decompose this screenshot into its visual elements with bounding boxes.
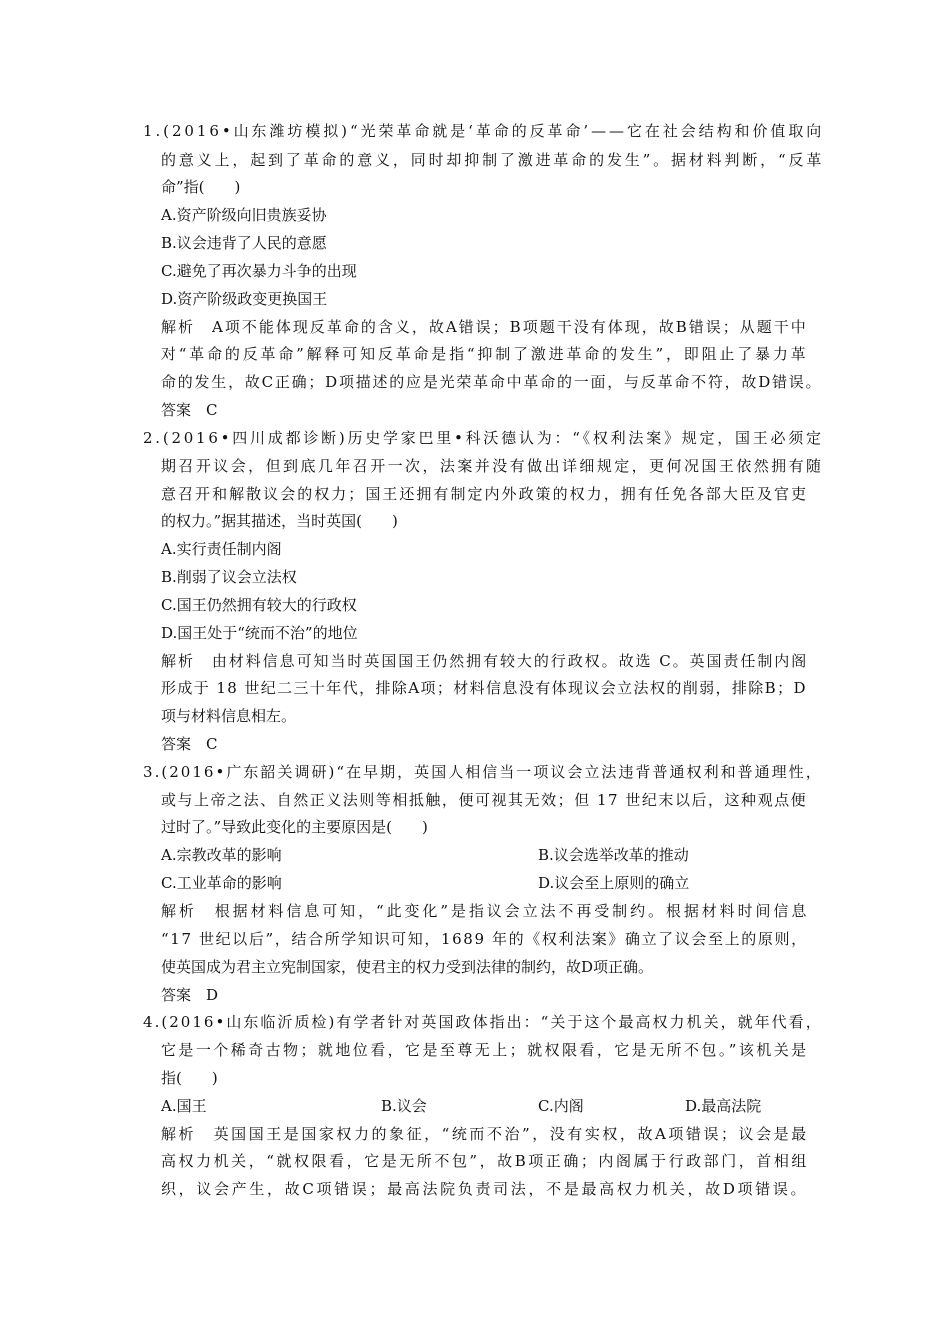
q1-stem-line-1: 1.(2016•山东潍坊模拟)“光荣革命就是‘革命的反革命’——它在社会结构和价值取向 xyxy=(143,122,825,140)
q3-option-d: D.议会至上原则的确立 xyxy=(538,874,690,892)
q2-stem-line-2: 期召开议会，但到底几年召开一次，法案并没有做出详细规定，更何况国王依然拥有随 xyxy=(161,457,824,475)
q3-option-a: A.宗教改革的影响 xyxy=(161,846,282,864)
q3-analysis-line-1: 解析 根据材料信息可知，“此变化”是指议会立法不再受制约。根据材料时间信息 xyxy=(161,902,810,920)
q4-option-c: C.内阁 xyxy=(538,1097,584,1115)
q3-stem-line-1: 3.(2016•广东韶关调研)“在早期，英国人相信当一项议会立法违背普通权利和普通理性， xyxy=(143,763,823,781)
q1-option-a: A.资产阶级向旧贵族妥协 xyxy=(161,206,327,224)
q4-stem-line-2: 它是一个稀奇古物；就地位看，它是至尊无上；就权限看，它是无所不包。”该机关是 xyxy=(161,1041,809,1059)
q2-answer: 答案 C xyxy=(161,735,218,753)
q4-analysis-line-3: 织，议会产生，故C项错误；最高法院负责司法，不是最高权力机关，故D项错误。 xyxy=(161,1180,809,1198)
q4-stem-line-3: 指( ) xyxy=(161,1069,218,1087)
q4-analysis-line-2: 高权力机关，“就权限看，它是无所不包”，故B项正确；内阁属于行政部门，首相组 xyxy=(161,1152,809,1170)
q1-analysis-line-1: 解析 A项不能体现反革命的含义，故A错误；B项题干没有体现，故B错误；从题干中 xyxy=(161,318,808,336)
q2-stem-line-1: 2.(2016•四川成都诊断)历史学家巴里•科沃德认为：“《权利法案》规定，国王必须定 xyxy=(143,429,824,447)
q2-analysis-line-3: 项与材料信息相左。 xyxy=(161,707,297,725)
q2-stem-line-3: 意召开和解散议会的权力；国王还拥有制定内外政策的权力，拥有任免各部大臣及官吏 xyxy=(161,485,809,503)
q2-analysis-line-1: 解析 由材料信息可知当时英国国王仍然拥有较大的行政权。故选 C。英国责任制内阁 xyxy=(161,652,809,670)
q3-analysis-line-3: 使英国成为君主立宪制国家，使君主的权力受到法律的制约，故D项正确。 xyxy=(161,958,654,976)
q3-answer: 答案 D xyxy=(161,986,219,1004)
q1-analysis-line-2: 对“革命的反革命”解释可知反革命是指“抑制了激进革命的发生”，即阻止了暴力革 xyxy=(161,345,809,363)
q4-option-a: A.国王 xyxy=(161,1097,207,1115)
q4-stem-line-1: 4.(2016•山东临沂质检)有学者针对英国政体指出：“关于这个最高权力机关，就年代看， xyxy=(143,1013,823,1031)
q1-answer: 答案 C xyxy=(161,401,218,419)
q2-option-c: C.国王仍然拥有较大的行政权 xyxy=(161,596,357,614)
q1-stem-line-2: 的意义上，起到了革命的意义，同时却抑制了激进革命的发生”。据材料判断，“反革 xyxy=(161,151,825,169)
q1-analysis-line-3: 命的发生，故C正确；D项描述的应是光荣革命中革命的一面，与反革命不符，故D错误。 xyxy=(161,373,823,391)
q3-stem-line-2: 或与上帝之法、自然正义法则等相抵触，便可视其无效；但 17 世纪末以后，这种观点便 xyxy=(161,791,808,809)
q1-option-b: B.议会违背了人民的意愿 xyxy=(161,234,327,252)
q1-option-c: C.避免了再次暴力斗争的出现 xyxy=(161,262,357,280)
q2-option-a: A.实行责任制内阁 xyxy=(161,540,282,558)
q1-option-d: D.资产阶级政变更换国王 xyxy=(161,290,328,308)
q4-option-b: B.议会 xyxy=(381,1097,427,1115)
q2-option-b: B.削弱了议会立法权 xyxy=(161,568,297,586)
q2-stem-line-4: 的权力。”据其描述，当时英国( ) xyxy=(161,512,398,530)
q1-stem-line-3: 命”指( ) xyxy=(161,178,241,196)
q3-analysis-line-2: “17 世纪以后”，结合所学知识可知，1689 年的《权利法案》确立了议会至上的原则， xyxy=(161,930,808,948)
q3-option-c: C.工业革命的影响 xyxy=(161,874,282,892)
q2-option-d: D.国王处于“统而不治”的地位 xyxy=(161,624,358,642)
q3-stem-line-3: 过时了。”导致此变化的主要原因是( ) xyxy=(161,818,428,836)
q4-analysis-line-1: 解析 英国国王是国家权力的象征，“统而不治”，没有实权，故A项错误；议会是最 xyxy=(161,1125,809,1143)
q4-option-d: D.最高法院 xyxy=(685,1097,762,1115)
q3-option-b: B.议会选举改革的推动 xyxy=(538,846,689,864)
q2-analysis-line-2: 形成于 18 世纪二三十年代，排除A项；材料信息没有体现议会立法权的削弱，排除B；D xyxy=(161,679,807,697)
